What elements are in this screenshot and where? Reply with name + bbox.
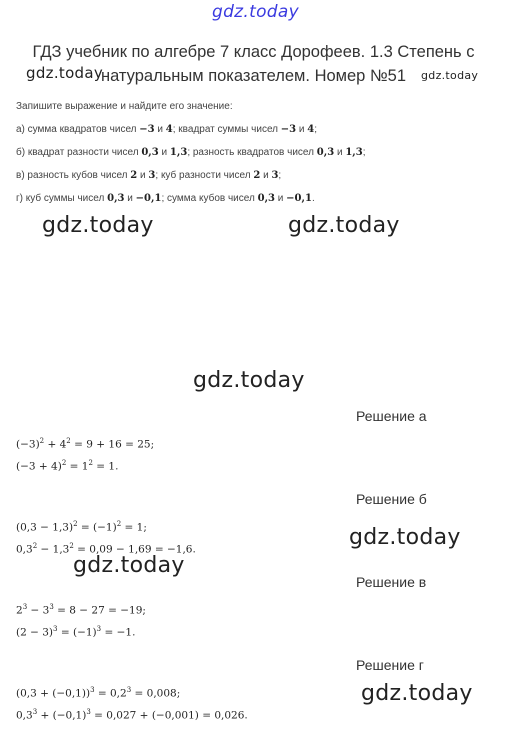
- solution-c-heading: Решение в: [356, 574, 427, 590]
- solution-c-line2: $(2 - 3)^3 = (-1)^3 = -1$.: [16, 625, 136, 639]
- task-item-d: г) куб суммы чисел 0,3 и −0,1; сумма кубов чисел 0,3 и −0,1.: [16, 193, 315, 204]
- task-item-b: б) квадрат разности чисел 0,3 и 1,3; разность квадратов чисел 0,3 и 1,3;: [16, 147, 366, 158]
- solution-d-heading: Решение г: [356, 657, 424, 673]
- watermark-mid-left: gdz.today: [42, 213, 154, 238]
- task-item-c: в) разность кубов чисел 2 и 3; куб разности чисел 2 и 3;: [16, 170, 282, 181]
- watermark-sol-b-right: gdz.today: [349, 525, 461, 550]
- watermark-title-right: gdz.today: [421, 69, 479, 82]
- solution-d-line2: $0,3^3 + (-0,1)^3 = 0,027 + (-0,001) = 0,026$.: [16, 708, 248, 722]
- watermark-sol-d: gdz.today: [361, 681, 473, 706]
- solution-a-heading: Решение а: [356, 408, 427, 424]
- task-item-a: а) сумма квадратов чисел −3 и 4; квадрат суммы чисел −3 и 4;: [16, 124, 318, 135]
- solution-b-heading: Решение б: [356, 491, 427, 507]
- solution-c-line1: $2^3 - 3^3 = 8 - 27 = -19$;: [16, 603, 146, 617]
- page-title-line1: ГДЗ учебник по алгебре 7 класс Дорофеев. 1.3 Степень с: [32, 43, 475, 61]
- watermark-top: gdz.today: [212, 2, 299, 22]
- solution-b-line2: $0,3^2 - 1,3^2 = 0,09 - 1,69 = -1,6$.: [16, 542, 196, 556]
- task-intro: Запишите выражение и найдите его значение:: [16, 101, 233, 112]
- page-title: [0, 40, 507, 88]
- watermark-sol-b-left: gdz.today: [73, 553, 185, 578]
- solution-d-line1: $(0,3 + (-0,1))^3 = 0,2^3 = 0,008$;: [16, 686, 181, 700]
- watermark-mid-right: gdz.today: [288, 213, 400, 238]
- watermark-center: gdz.today: [193, 368, 305, 393]
- page-title-line2: натуральным показателем. Номер №51: [100, 67, 407, 85]
- solution-b-line1: $(0,3 - 1,3)^2 = (-1)^2 = 1$;: [16, 520, 147, 534]
- watermark-title-left: gdz.today: [26, 64, 104, 82]
- solution-a-line2: $(-3 + 4)^2 = 1^2 = 1$.: [16, 459, 119, 473]
- solution-a-line1: $(-3)^2 + 4^2 = 9 + 16 = 25$;: [16, 437, 155, 451]
